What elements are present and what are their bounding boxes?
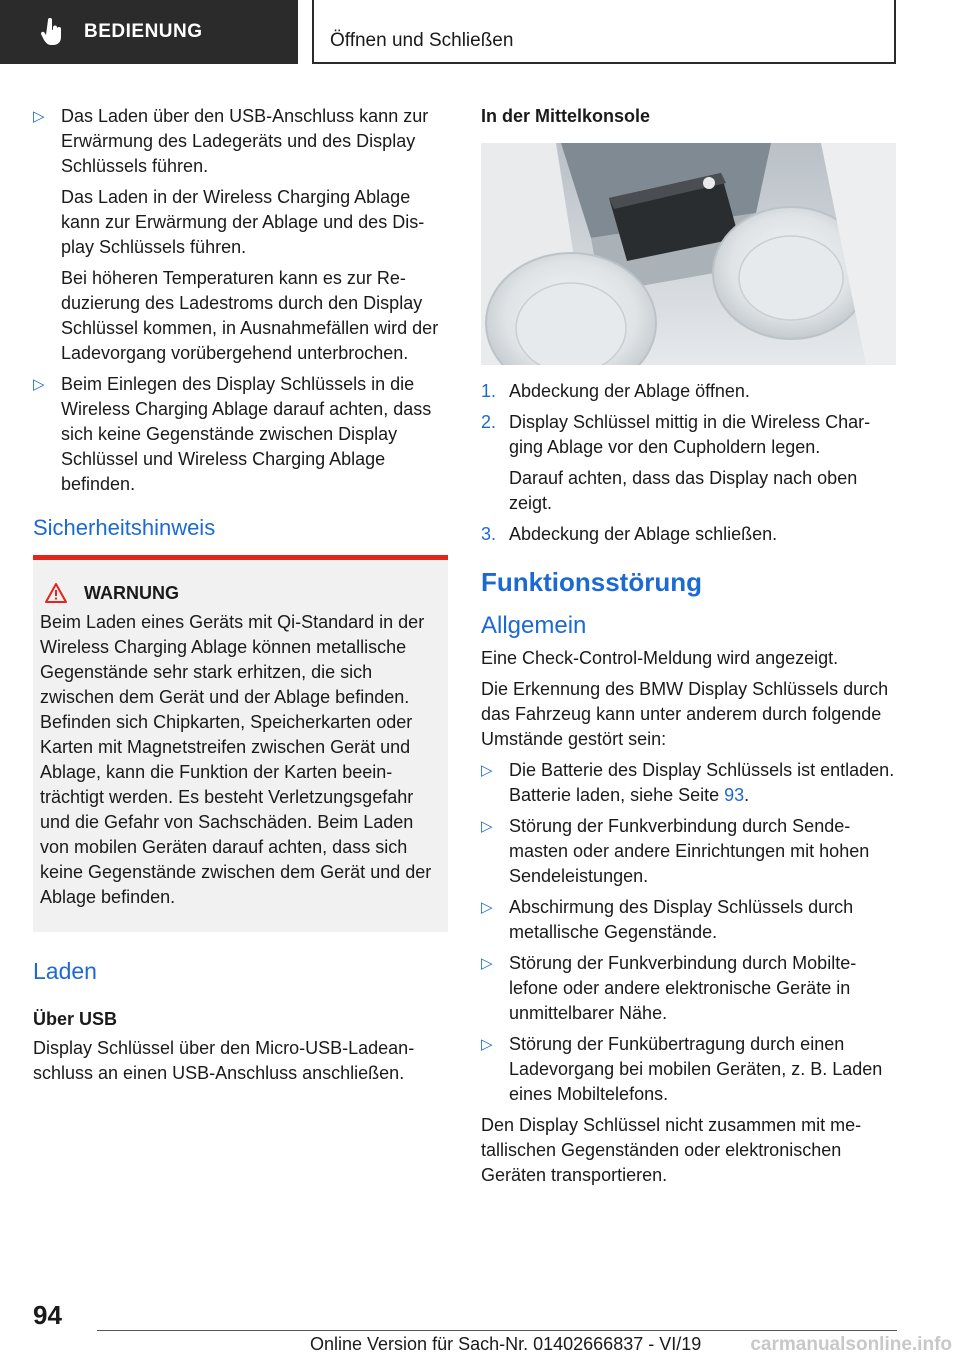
triangle-bullet-icon: ▷: [481, 955, 493, 972]
list-item-text: Störung der Funkübertragung durch einen Ladevorgang bei mobilen Geräten, z. B. Laden eines Mobiltelefons.: [509, 1034, 883, 1104]
triangle-bullet-icon: ▷: [481, 1036, 493, 1053]
page-link[interactable]: 93: [724, 785, 745, 805]
step-item: [481, 522, 896, 547]
triangle-bullet-icon: ▷: [33, 376, 45, 393]
right-column: [481, 104, 896, 1194]
fault-causes-list: [481, 758, 896, 1107]
list-item: [33, 372, 448, 497]
page-number: 94: [33, 1300, 62, 1330]
step-item: [481, 410, 896, 516]
list-item: [33, 104, 448, 366]
detection-text: Die Erkennung des BMW Display Schlüssels durch das Fahrzeug kann unter anderem durch folgende Umstände gestört sein:: [481, 679, 889, 749]
list-item: [481, 814, 896, 889]
list-item-text: Bei höheren Temperaturen kann es zur Reduzierung des Ladestroms durch den Display Schlüssel kommen, in Ausnahmefällen wird der Ladevorgang vorübergehend unterbrochen.: [61, 268, 439, 363]
step-number: 3.: [481, 524, 497, 544]
battery-text: Die Batterie des Display Schlüssels ist entladen. Batterie laden, siehe Seite: [509, 760, 895, 805]
triangle-bullet-icon: ▷: [33, 108, 45, 125]
step-number: 2.: [481, 412, 497, 432]
header-section-tab: [0, 0, 298, 64]
fault-heading: Funktionsstörung: [481, 567, 702, 597]
steps-list: [481, 379, 896, 547]
header-section-label: BEDIENUNG: [84, 21, 203, 42]
triangle-bullet-icon: ▷: [481, 818, 493, 835]
list-item-text: Störung der Funkverbindung durch Sendemasten oder andere Einrichtungen mit hohen Sendeleistungen.: [509, 816, 870, 886]
list-item-text: Abschirmung des Display Schlüssels durch metallische Gegenstände.: [509, 897, 854, 942]
list-item-text: Beim Einlegen des Display Schlüssels in die Wireless Charging Ablage darauf achten, dass sich keine Gegenstände zwischen Display Schlüssel und Wireless Charging Ablage befinden.: [61, 374, 432, 494]
triangle-bullet-icon: ▷: [481, 899, 493, 916]
footer-divider: [97, 1330, 897, 1331]
list-item: [481, 895, 896, 945]
list-item-text: [509, 758, 896, 808]
header-title-box: [312, 0, 896, 64]
triangle-bullet-icon: ▷: [481, 762, 493, 779]
list-item-text: Störung der Funkverbindung durch Mobiltelefone oder andere elektronische Geräte in unmittelbarer Nähe.: [509, 953, 857, 1023]
header-chapter-title: Öffnen und Schließen: [330, 30, 514, 51]
center-console-photo: [481, 143, 896, 365]
battery-text-end: .: [744, 785, 750, 805]
hand-pointer-icon: [40, 18, 64, 46]
left-column: [33, 104, 448, 1092]
step-text: Display Schlüssel mittig in die Wireless Charging Ablage vor den Cupholdern legen.: [509, 412, 871, 457]
charging-notes-list: [33, 104, 448, 497]
step-number: 1.: [481, 381, 497, 401]
online-version-text: Online Version für Sach-Nr. 01402666837 - VI/19: [310, 1334, 702, 1354]
warning-header: [40, 582, 440, 604]
warning-title: WARNUNG: [84, 582, 179, 603]
general-heading: Allgemein: [481, 612, 587, 639]
watermark: carmanualsonline.info: [750, 1334, 952, 1355]
safety-heading: Sicherheitshinweis: [33, 515, 216, 540]
usb-text: Display Schlüssel über den Micro-USB-Ladeanschluss an einen USB-Anschluss anschließen.: [33, 1038, 415, 1083]
list-item-text: Das Laden über den USB-Anschluss kann zur Erwärmung des Ladegeräts und des Display Schlüssels führen.: [61, 106, 429, 176]
laden-heading: Laden: [33, 958, 97, 984]
warning-box: [33, 560, 448, 932]
step-item: [481, 379, 896, 404]
step-text: Abdeckung der Ablage schließen.: [509, 524, 778, 544]
list-item-text: Das Laden in der Wireless Charging Ablage kann zur Erwärmung der Ablage und des Display Schlüssels führen.: [61, 187, 425, 257]
usb-heading: Über USB: [33, 1009, 118, 1029]
list-item: [481, 951, 896, 1026]
console-heading: In der Mittelkonsole: [481, 106, 651, 126]
list-item: [481, 758, 896, 808]
list-item: [481, 1032, 896, 1107]
transport-text: Den Display Schlüssel nicht zusammen mit metallischen Gegenständen oder elektronischen Geräten transportieren.: [481, 1115, 862, 1185]
console-illustration: [481, 143, 896, 365]
step-text: Darauf achten, dass das Display nach oben zeigt.: [509, 468, 858, 513]
warning-text: Beim Laden eines Geräts mit Qi-Standard in der Wireless Charging Ablage können metallische Gegenstände sehr stark erhitzen, die sich zwischen dem Gerät und der Ablage befinden. Befinden sich Chipkarten, Speicherkarten oder Karten mit Magnetstreifen zwischen Gerät und Ablage, kann die Funktion der Karten beeinträchtigt werden. Es besteht Verletzungsgefahr und die Gefahr von Sachschäden. Beim Laden von mobilen Geräten darauf achten, dass sich keine Gegenstände zwischen dem Gerät und der Ablage befinden.: [40, 612, 432, 907]
check-control-text: Eine Check-Control-Meldung wird angezeigt.: [481, 648, 839, 668]
warning-triangle-icon: [44, 582, 68, 604]
step-text: Abdeckung der Ablage öffnen.: [509, 381, 750, 401]
